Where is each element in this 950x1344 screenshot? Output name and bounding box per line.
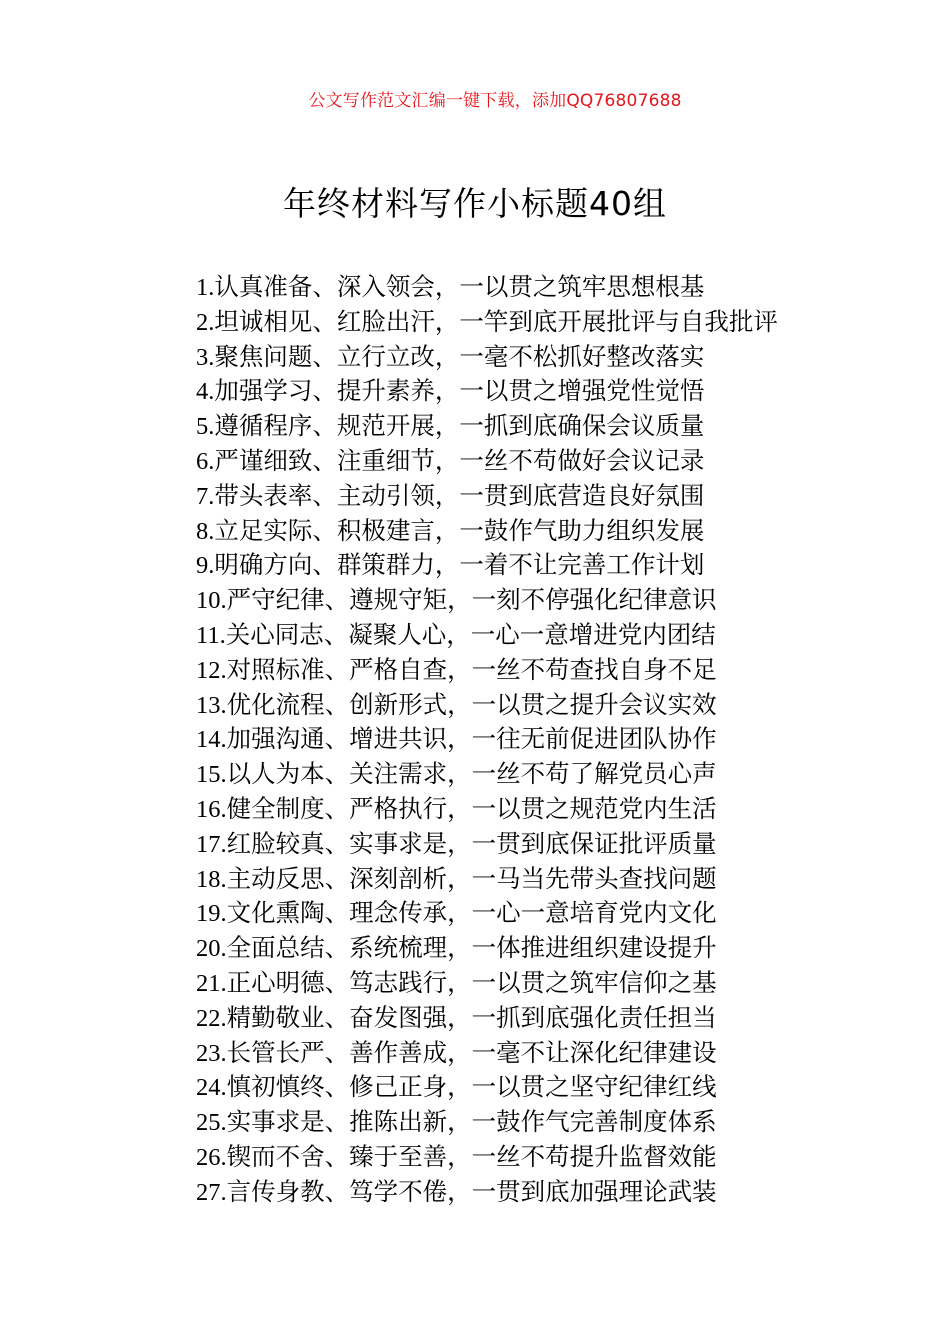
document-title: 年终材料写作小标题40组 — [283, 184, 667, 223]
list-item-number: 25. — [196, 1109, 227, 1137]
list-item-text: 精勤敬业、奋发图强，一抓到底强化责任担当 — [226, 1002, 717, 1032]
list-item-text: 严谨细致、注重细节，一丝不苟做好会议记录 — [214, 445, 705, 475]
list-item — [196, 1001, 778, 1036]
list-item-number: 14. — [196, 726, 227, 754]
list-item — [196, 827, 778, 862]
list-item-text: 认真准备、深入领会，一以贯之筑牢思想根基 — [214, 272, 705, 301]
list-item-number: 27. — [196, 1178, 227, 1206]
list-item-number: 22. — [196, 1004, 227, 1032]
list-item — [196, 270, 778, 305]
list-item-number: 9. — [196, 552, 215, 580]
list-item-number: 4. — [196, 378, 215, 406]
list-item-text: 优化流程、创新形式，一以贯之提升会议实效 — [226, 689, 717, 719]
list-item — [196, 583, 778, 618]
list-item-text: 对照标准、严格自查，一丝不苟查找自身不足 — [226, 654, 717, 684]
list-item-text: 加强沟通、增进共识，一往无前促进团队协作 — [226, 724, 717, 754]
list-item — [196, 966, 778, 1001]
list-item-text: 慎初慎终、修己正身，一以贯之坚守纪律红线 — [226, 1072, 717, 1102]
list-item-text: 实事求是、推陈出新，一鼓作气完善制度体系 — [226, 1107, 717, 1137]
list-item-number: 12. — [196, 656, 227, 684]
list-item — [196, 514, 778, 549]
list-item — [196, 1036, 778, 1071]
list-item-number: 6. — [196, 447, 215, 475]
list-item-number: 19. — [196, 900, 227, 928]
list-item-text: 正心明德、笃志践行，一以贯之筑牢信仰之基 — [226, 967, 717, 997]
list-item-number: 5. — [196, 413, 215, 441]
list-item-number: 15. — [196, 761, 227, 789]
list-item — [196, 305, 778, 340]
list-item-text: 坦诚相见、红脸出汗，一竿到底开展批评与自我批评 — [214, 306, 778, 336]
list-item-text: 带头表率、主动引领，一贯到底营造良好氛围 — [214, 480, 705, 510]
list-item — [196, 409, 778, 444]
list-item-text: 红脸较真、实事求是，一贯到底保证批评质量 — [226, 828, 717, 858]
list-item-text: 以人为本、关注需求，一丝不苟了解党员心声 — [226, 759, 717, 789]
list-item-number: 23. — [196, 1039, 227, 1067]
list-item-text: 全面总结、系统梳理，一体推进组织建设提升 — [226, 933, 717, 963]
list-item-number: 17. — [196, 830, 227, 858]
list-item-text: 遵循程序、规范开展，一抓到底确保会议质量 — [214, 411, 705, 441]
list-item — [196, 1105, 778, 1140]
list-item — [196, 618, 778, 653]
list-item-number: 16. — [196, 795, 227, 823]
list-item — [196, 1175, 778, 1210]
list-item-number: 1. — [196, 274, 215, 301]
list-item-text: 明确方向、群策群力，一着不让完善工作计划 — [214, 550, 705, 580]
list-item-text: 立足实际、积极建言，一鼓作气助力组织发展 — [214, 515, 705, 545]
list-item-number: 18. — [196, 865, 227, 893]
list-item-text: 严守纪律、遵规守矩，一刻不停强化纪律意识 — [226, 585, 717, 615]
list-item — [196, 340, 778, 375]
list-item-number: 24. — [196, 1074, 227, 1102]
list-item-text: 长管长严、善作善成，一毫不让深化纪律建设 — [226, 1037, 717, 1067]
heading-list — [196, 270, 778, 1210]
list-item-text: 健全制度、严格执行，一以贯之规范党内生活 — [226, 793, 717, 823]
list-item-number: 11. — [196, 621, 226, 649]
list-item — [196, 1140, 778, 1175]
list-item-text: 加强学习、提升素养，一以贯之增强党性觉悟 — [214, 376, 705, 406]
list-item-number: 3. — [196, 343, 215, 371]
list-item-number: 2. — [196, 308, 215, 336]
list-item-text: 锲而不舍、臻于至善，一丝不苟提升监督效能 — [226, 1141, 717, 1171]
list-item — [196, 757, 778, 792]
list-item-text: 主动反思、深刻剖析，一马当先带头查找问题 — [226, 863, 717, 893]
list-item-text: 文化熏陶、理念传承，一心一意培育党内文化 — [226, 898, 717, 928]
header-promo-note: 公文写作范文汇编一键下载，添加QQ76807688 — [308, 91, 682, 111]
list-item-number: 8. — [196, 517, 215, 545]
list-item — [196, 792, 778, 827]
list-item — [196, 862, 778, 897]
list-item — [196, 1070, 778, 1105]
list-item — [196, 653, 778, 688]
list-item-text: 聚焦问题、立行立改，一毫不松抓好整改落实 — [214, 341, 705, 371]
list-item-number: 10. — [196, 587, 227, 615]
list-item-number: 7. — [196, 482, 215, 510]
list-item — [196, 896, 778, 931]
list-item — [196, 374, 778, 409]
list-item-text: 关心同志、凝聚人心，一心一意增进党内团结 — [225, 619, 716, 649]
list-item — [196, 688, 778, 723]
list-item — [196, 722, 778, 757]
list-item-number: 20. — [196, 935, 227, 963]
list-item-number: 13. — [196, 691, 227, 719]
list-item — [196, 931, 778, 966]
list-item-number: 26. — [196, 1143, 227, 1171]
list-item-number: 21. — [196, 969, 227, 997]
list-item — [196, 444, 778, 479]
list-item — [196, 479, 778, 514]
list-item-text: 言传身教、笃学不倦，一贯到底加强理论武装 — [226, 1176, 717, 1206]
list-item — [196, 548, 778, 583]
